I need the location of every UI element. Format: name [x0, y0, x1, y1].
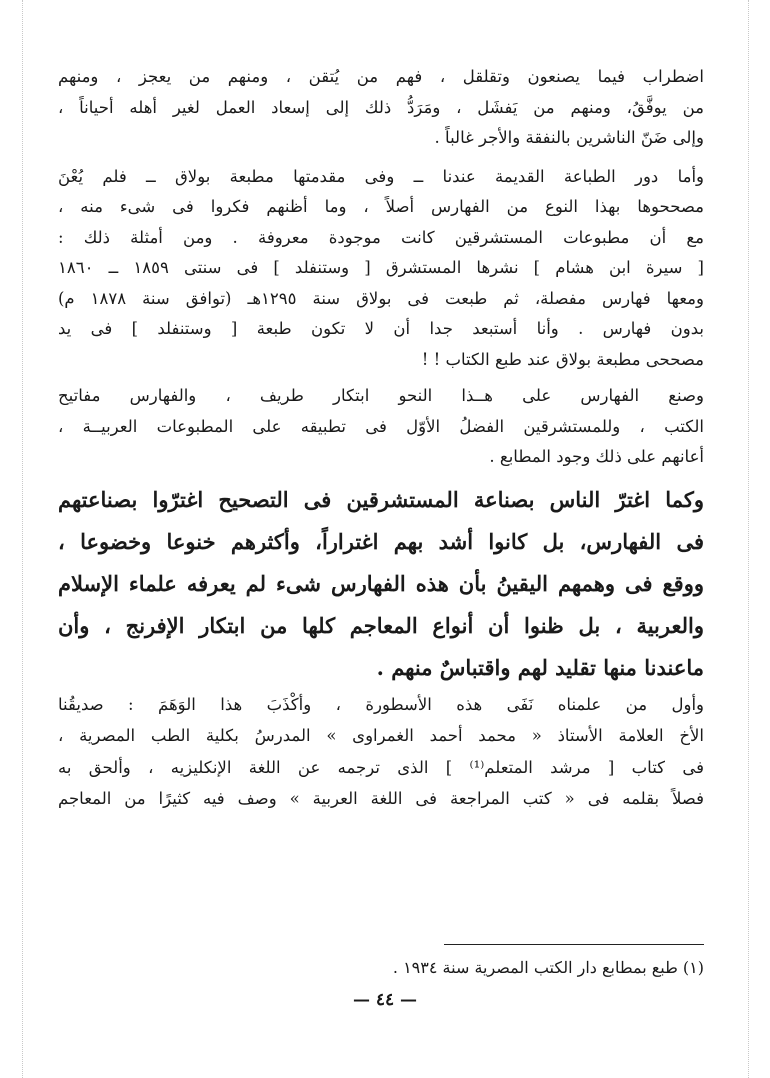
paragraph-orientalists [58, 479, 704, 689]
text-line: فصلاً بقلمه فى « كتب المراجعة فى اللغة العربية » وصف فيه كثيرًا من المعاجم [58, 789, 704, 808]
text-line: الأخ العلامة الأستاذ « محمد أحمد الغمراوى » المدرسُ بكلية الطب المصرية ، [58, 726, 704, 745]
text-line: وإلى ضَنّ الناشرين بالنفقة والأجر غالباً . [434, 128, 704, 147]
paragraph-ghamrawi [58, 689, 704, 815]
footnote: (١) طبع بمطابع دار الكتب المصرية سنة ١٩٣٤ . [392, 958, 704, 977]
paragraph-bulaq-press [58, 162, 704, 376]
text-line: ووقع فى وهمهم اليقينُ بأن هذه الفهارس شىء لم يعرفه علماء الإسلام [58, 570, 704, 596]
right-margin-guide [748, 0, 749, 1078]
text-line: من يوفَّقُ، ومنهم من يَفشَل ، ومَرَدُّ ذلك إلى إسعاد العمل لغير أهله أحياناً ، [58, 97, 704, 117]
text-line: والعربية ، بل ظنوا أن أنواع المعاجم كلها من ابتكار الإفرنج ، وأن [58, 612, 704, 638]
text-line: بدون فهارس . وأنا أستبعد جدا أن لا تكون طبعة [ وستنفلد ] فى يد [58, 319, 704, 338]
text-line: فى كتاب [ مرشد المتعلم⁽¹⁾ ] الذى ترجمه عن اللغة الإنكليزيه ، وألحق به [58, 757, 704, 777]
text-line: مع أن مطبوعات المستشرقين كانت موجودة معروفة . ومن أمثلة ذلك : [58, 227, 704, 247]
text-line: [ سيرة ابن هشام ] نشرها المستشرق [ وستنفلد ] فى سنتى ١٨٥٩ ــ ١٨٦٠ [58, 258, 704, 277]
page-body [58, 62, 704, 815]
text-line: وكما اغترّ الناس بصناعة المستشرقين فى التصحيح اغترّوا بصناعتهم [58, 486, 704, 512]
text-line: وأول من علمناه نَفَى هذه الأسطورة ، وأكْذَبَ هذا الوَهَمَ : صديقُنا [58, 694, 704, 714]
text-line: وأما دور الطباعة القديمة عندنا ــ وفى مقدمتها مطبعة بولاق ــ فلم يُعْنَ [58, 166, 704, 186]
paragraph-publishers [58, 62, 704, 154]
text-line: وصنع الفهارس على هــذا النحو ابتكار طريف ، والفهارس مفاتيح [58, 386, 704, 405]
text-line: فى الفهارس، بل كانوا أشد بهم اغتراراً، وأكثرهم خنوعا وخضوعا ، [58, 528, 704, 554]
text-line: أعانهم على ذلك وجود المطابع . [489, 447, 704, 466]
text-line: الكتب ، وللمستشرقين الفضلُ الأوّل فى تطبيقه على المطبوعات العربيــة ، [58, 416, 704, 436]
page-number: — ٤٤ — [352, 990, 418, 1010]
left-margin-guide [22, 0, 23, 1078]
text-line: مصححى مطبعة بولاق عند طبع الكتاب ! ! [421, 349, 704, 369]
text-line: مصححوها بهذا النوع من الفهارس أصلاً ، وما أظنهم فكروا فى شىء منه ، [58, 197, 704, 216]
text-line: اضطراب فيما يصنعون وتقلقل ، فهم من يُتقن ، ومنهم من يعجز ، ومنهم [58, 67, 704, 86]
text-line: ماعندنا منها تقليد لهم واقتباسٌ منهم . [376, 654, 704, 680]
paragraph-index-making [58, 381, 704, 473]
footnote-rule [444, 944, 704, 945]
text-line: ومعها فهارس مفصلة، ثم طبعت فى بولاق سنة ١٢٩٥هـ (توافق سنة ١٨٧٨ م) [58, 288, 704, 308]
